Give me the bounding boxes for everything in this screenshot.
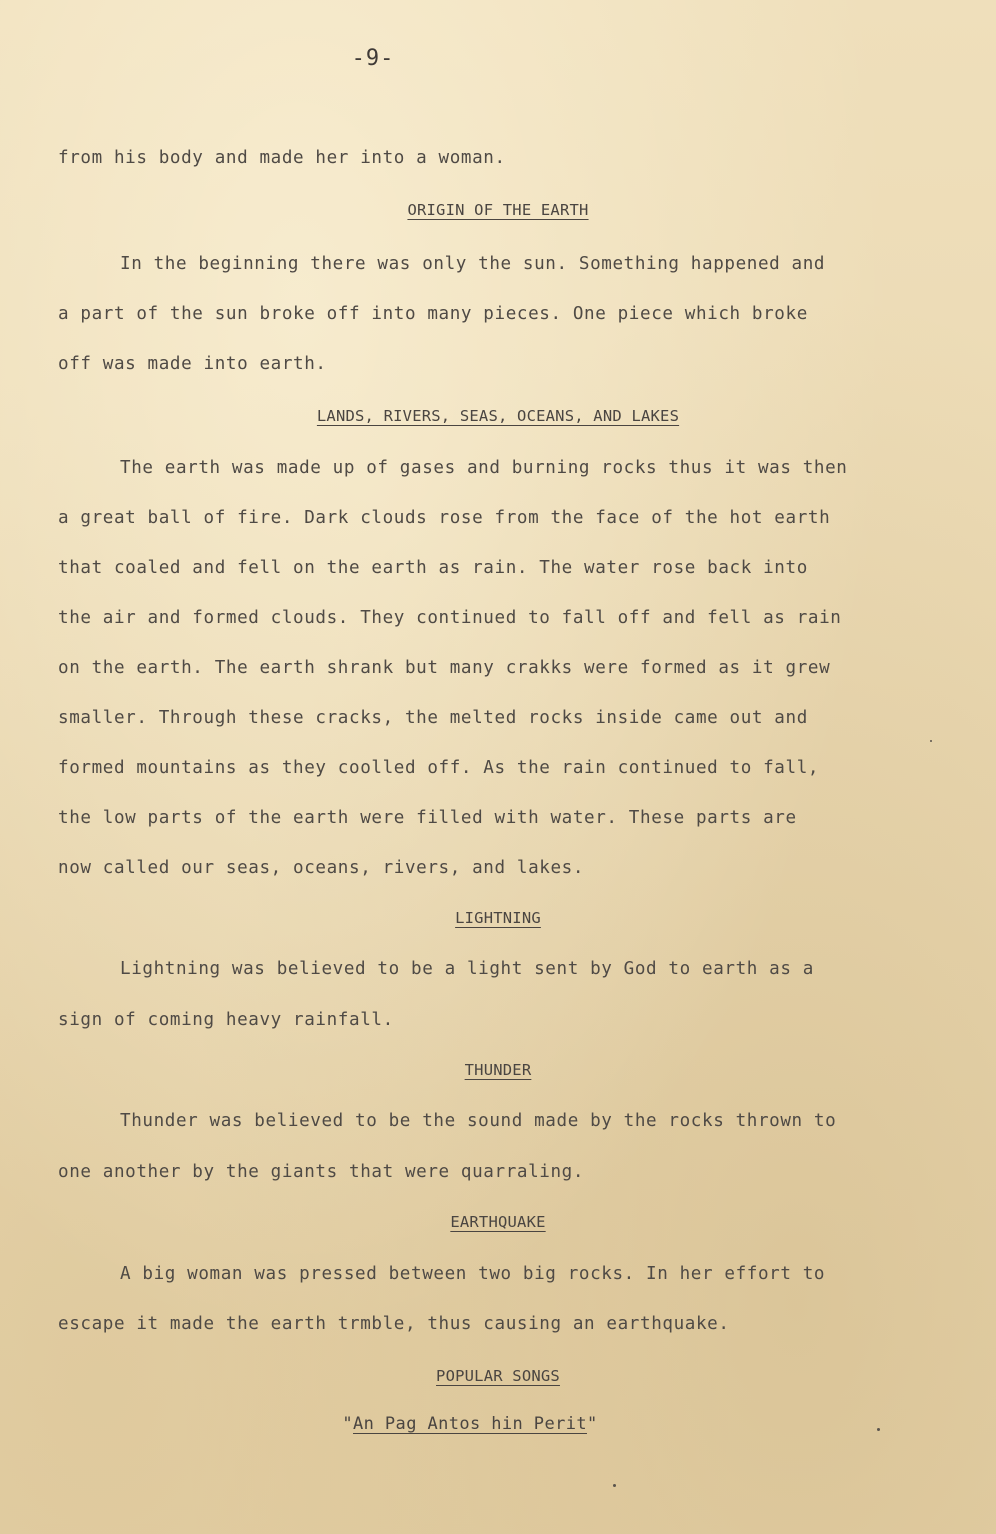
close-quote: " <box>586 1414 598 1434</box>
text-line: Lightning was believed to be a light sent by God to earth as a <box>120 959 814 979</box>
text-line: off was made into earth. <box>58 354 327 374</box>
text-line: that coaled and fell on the earth as rain. The water rose back into <box>58 558 808 578</box>
text-line: from his body and made her into a woman. <box>58 148 506 168</box>
text-line: a great ball of fire. Dark clouds rose from the face of the hot earth <box>58 508 831 528</box>
section-heading-lands-rivers-seas: LANDS, RIVERS, SEAS, OCEANS, AND LAKES <box>316 407 680 425</box>
text-line: The earth was made up of gases and burning rocks thus it was then <box>120 458 848 478</box>
page-number: -9- <box>351 46 395 71</box>
text-line: now called our seas, oceans, rivers, and lakes. <box>58 858 585 878</box>
text-line: one another by the giants that were quarraling. <box>58 1162 585 1182</box>
section-heading-lightning: LIGHTNING <box>455 909 541 927</box>
ink-speck <box>930 740 932 742</box>
text-line: smaller. Through these cracks, the melted rocks inside came out and <box>58 708 808 728</box>
song-title <box>0 1412 940 1436</box>
section-heading-thunder: THUNDER <box>464 1061 532 1079</box>
text-line: a part of the sun broke off into many pieces. One piece which broke <box>58 304 808 324</box>
text-line: the air and formed clouds. They continued to fall off and fell as rain <box>58 608 842 628</box>
text-line: formed mountains as they coolled off. As the rain continued to fall, <box>58 758 820 778</box>
ink-speck <box>877 1428 880 1431</box>
ink-speck <box>613 1484 616 1487</box>
text-line: escape it made the earth trmble, thus causing an earthquake. <box>58 1314 730 1334</box>
text-line: the low parts of the earth were filled with water. These parts are <box>58 808 797 828</box>
text-line: In the beginning there was only the sun. Something happened and <box>120 254 826 274</box>
song-title-text: An Pag Antos hin Perit <box>353 1414 587 1434</box>
section-heading-popular-songs: POPULAR SONGS <box>436 1367 560 1385</box>
section-heading-origin-of-the-earth: ORIGIN OF THE EARTH <box>407 201 589 219</box>
text-line: Thunder was believed to be the sound made by the rocks thrown to <box>120 1111 837 1131</box>
text-line: on the earth. The earth shrank but many crakks were formed as it grew <box>58 658 831 678</box>
text-line: sign of coming heavy rainfall. <box>58 1010 394 1030</box>
section-heading-earthquake: EARTHQUAKE <box>450 1213 546 1231</box>
text-line: A big woman was pressed between two big rocks. In her effort to <box>120 1264 826 1284</box>
open-quote: " <box>342 1414 354 1434</box>
